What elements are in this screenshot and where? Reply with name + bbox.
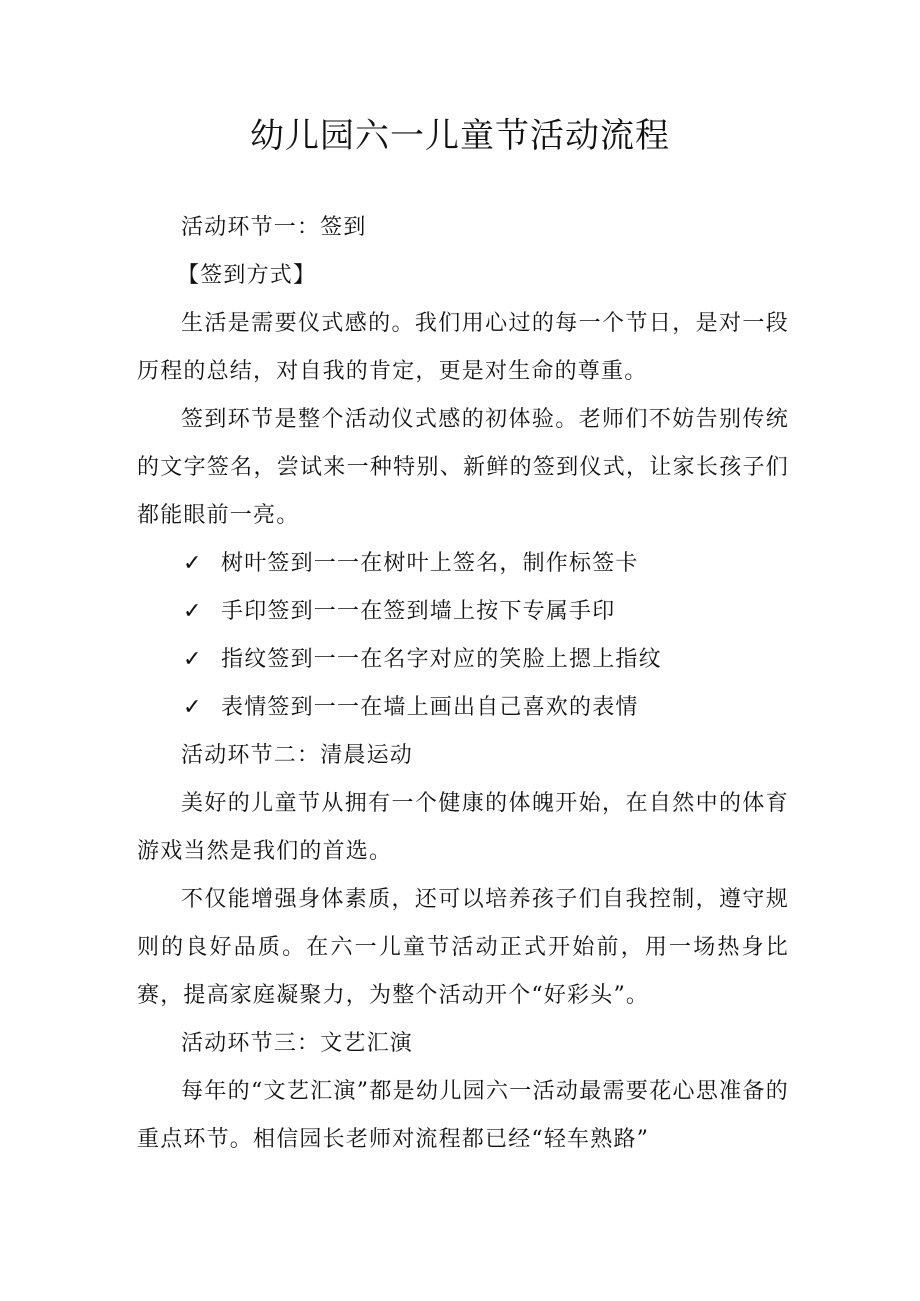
list-item <box>137 684 789 732</box>
section1-paragraph-1: 生活是需要仪式感的。我们用心过的每一个节日，是对一段历程的总结，对自我的肯定，更是对生命的尊重。 <box>137 311 789 384</box>
list-item <box>137 540 789 588</box>
section2-paragraph-1: 美好的儿童节从拥有一个健康的体魄开始，在自然中的体育游戏当然是我们的首选。 <box>137 791 789 864</box>
section3-paragraph-1: 每年的“文艺汇演”都是幼儿园六一活动最需要花心思准备的重点环节。相信园长老师对流程都已经“轻车熟路” <box>137 1079 789 1152</box>
document-body <box>137 204 789 1164</box>
check-icon: ✓ <box>183 599 203 624</box>
document-title: 幼儿园六一儿童节活动流程 <box>250 116 670 156</box>
section2-heading: 活动环节二：清晨运动 <box>181 743 414 768</box>
section1-heading: 活动环节一：签到 <box>181 215 367 240</box>
list-item-text: 树叶签到一一在树叶上签名，制作标签卡 <box>221 551 639 576</box>
section2-paragraph-2: 不仅能增强身体素质，还可以培养孩子们自我控制，遵守规则的良好品质。在六一儿童节活动正式开始前，用一场热身比赛，提高家庭凝聚力，为整个活动开个“好彩头”。 <box>137 887 789 1008</box>
list-item-text: 表情签到一一在墙上画出自己喜欢的表情 <box>221 695 639 720</box>
list-item <box>137 636 789 684</box>
section3-heading: 活动环节三：文艺汇演 <box>181 1031 414 1056</box>
section1-paragraph-2: 签到环节是整个活动仪式感的初体验。老师们不妨告别传统的文字签名，尝试来一种特别、新鲜的签到仪式，让家长孩子们都能眼前一亮。 <box>137 407 789 528</box>
list-item <box>137 588 789 636</box>
check-icon: ✓ <box>183 695 203 720</box>
check-icon: ✓ <box>183 551 203 576</box>
section1-subheading: 【签到方式】 <box>177 263 317 288</box>
check-icon: ✓ <box>183 647 203 672</box>
sign-in-methods-list <box>137 540 789 732</box>
list-item-text: 指纹签到一一在名字对应的笑脸上摁上指纹 <box>221 647 662 672</box>
list-item-text: 手印签到一一在签到墙上按下专属手印 <box>221 599 616 624</box>
